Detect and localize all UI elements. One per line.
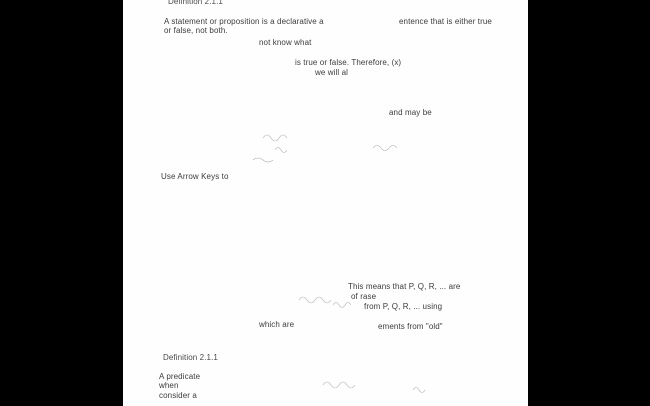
doc-line-9: This means that P, Q, R, ... are (348, 282, 461, 291)
document-page (123, 0, 528, 406)
doc-line-1: A statement or proposition is a declarative a (164, 17, 324, 26)
doc-line-11: from P, Q, R, ... using (364, 302, 443, 311)
doc-line-6: we will al (315, 68, 349, 77)
bottom-line-1: A predicate (159, 372, 201, 381)
doc-line-13: ements from "old" (378, 322, 443, 331)
definition-heading-mid: Definition 2.1.1 (163, 353, 218, 362)
doc-line-3: or false, not both. (164, 26, 228, 35)
doc-line-4: not know what (259, 38, 312, 47)
doc-line-2: entence that is either true (399, 17, 492, 26)
doc-line-7: and may be (389, 108, 432, 117)
doc-line-8: Use Arrow Keys to (161, 172, 229, 181)
bottom-line-2: when (159, 381, 179, 390)
bottom-line-3: consider a (159, 391, 197, 400)
doc-line-5: is true or false. Therefore, (x) (295, 58, 402, 67)
doc-line-10: of rase (351, 292, 377, 301)
doc-line-12: which are (259, 320, 295, 329)
definition-heading-top: Definition 2.1.1 (168, 0, 223, 6)
